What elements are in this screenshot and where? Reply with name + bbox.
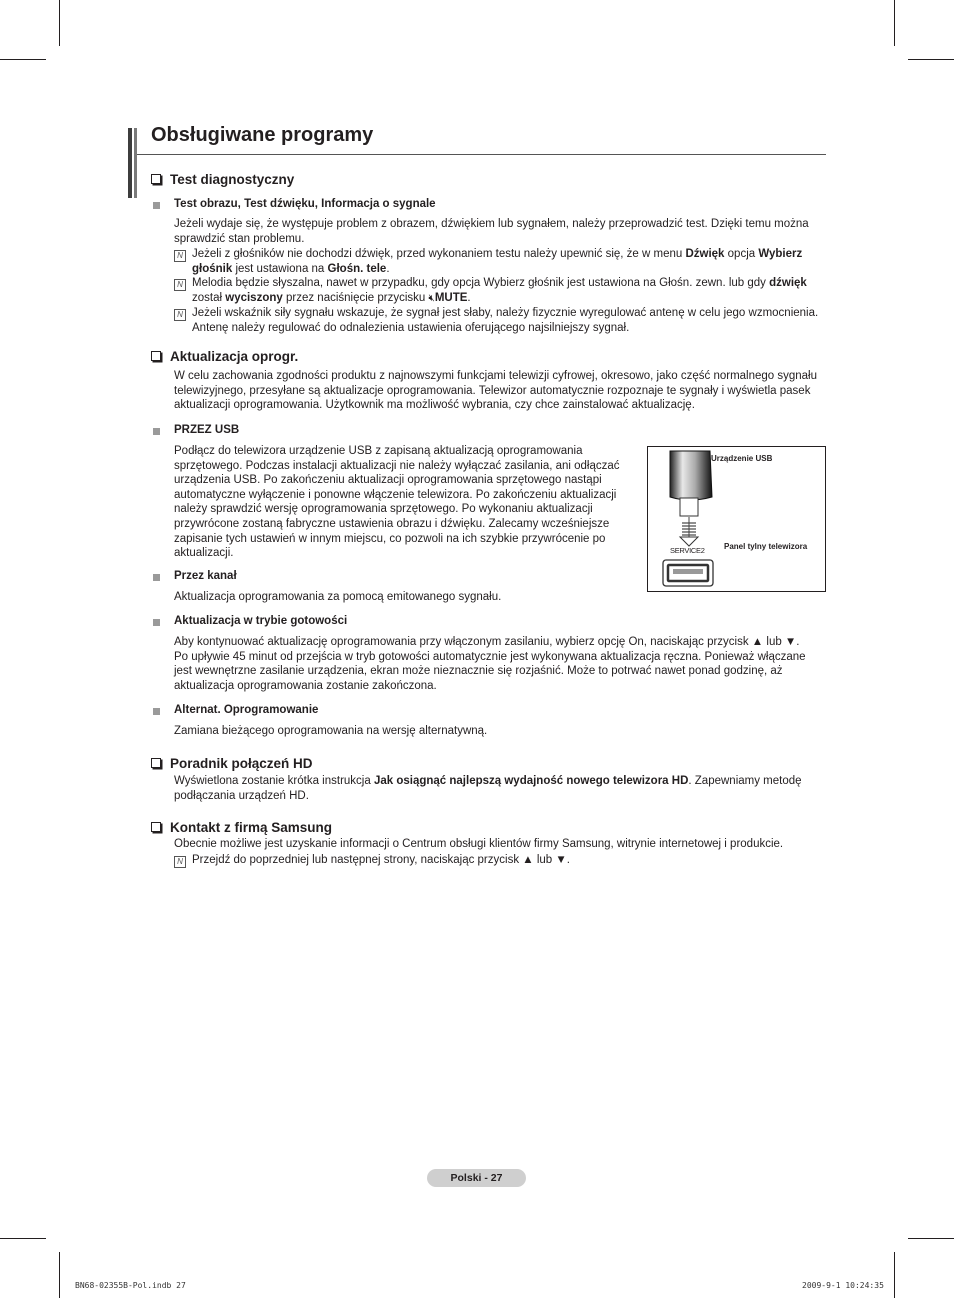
rear-panel-label: Panel tylny telewizora xyxy=(724,542,808,551)
square-bullet-icon xyxy=(153,619,160,626)
sub-heading-channel: Przez kanał xyxy=(174,570,237,582)
section-heading-label: Poradnik połączeń HD xyxy=(170,756,313,771)
text-line: przywrócone zostaną fabryczne ustawienia obrazu i dźwięku. Zalecamy wcześniejsze xyxy=(174,517,610,530)
usb-text xyxy=(174,444,644,561)
square-bullet-icon xyxy=(153,428,160,435)
contact-text: Obecnie możliwe jest uzyskanie informacji o Centrum obsługi klientów firmy Samsung, witrynie internetowej i produkcie. xyxy=(174,838,784,850)
text-line: sprzętowego. Podczas instalacji aktualizacji nie należy wyłączać zasilania, ani odłączać xyxy=(174,459,620,472)
alternate-text: Zamiana bieżącego oprogramowania na wersję alternatywną. xyxy=(174,725,488,737)
test-note-3: Jeżeli wskaźnik siły sygnału wskazuje, że sygnał jest słaby, należy fizycznie wyregulować antenę w celu jego wzmocnienia. Antenę należy regulować do odnalezienia ustawienia oferującego najsilniejszy sygnał. xyxy=(192,307,819,334)
text-line: aktualizacja oprogramowania zostanie zakończona. xyxy=(174,679,437,692)
crop-mark xyxy=(59,1252,60,1298)
usb-illustration xyxy=(648,447,825,591)
title-accent-bar xyxy=(134,128,137,198)
text-line: urządzenia USB. Po zakończeniu aktualizacji oprogramowania sprzętowego nastąpi xyxy=(174,474,602,487)
section-heading-update xyxy=(151,349,298,364)
section-heading-hd xyxy=(151,756,313,771)
text-line: aktualizacji. xyxy=(174,547,234,560)
page-title: Obsługiwane programy xyxy=(151,124,374,146)
sub-heading-alternate: Alternat. Oprogramowanie xyxy=(174,704,319,716)
crop-mark xyxy=(908,59,954,60)
section-heading-label: Aktualizacja oprogr. xyxy=(170,349,299,364)
text-line: zapisanie tych ustawień w innym miejscu, co pozwoli na ich szybkie przywrócenie po xyxy=(174,532,606,545)
crop-mark xyxy=(0,1238,46,1239)
square-bullet-icon xyxy=(153,574,160,581)
service-port-label: SERVICE2 xyxy=(670,546,705,555)
title-accent-bar xyxy=(128,128,132,198)
update-intro: W celu zachowania zgodności produktu z najnowszymi funkcjami telewizji cyfrowej, okresowo, jako część normalnego sygnału telewizyjnego, przesyłane są aktualizacje oprogramowania. Telewizor automatycznie rozpoznaje te sygnały i wyświetla pasek aktualizacji oprogramowania. Użytkownik ma możliwość wybrania, czy chce zainstalować aktualizację. xyxy=(174,370,818,412)
standby-text xyxy=(174,635,834,693)
crop-mark xyxy=(908,1238,954,1239)
page-number-badge: Polski - 27 xyxy=(427,1169,526,1187)
sub-heading-standby: Aktualizacja w trybie gotowości xyxy=(174,615,348,627)
section-heading-contact xyxy=(151,820,332,835)
note-icon: N xyxy=(174,279,186,291)
square-bullet-icon xyxy=(153,202,160,209)
test-note-1: Jeżeli z głośników nie dochodzi dźwięk, przed wykonaniem testu należy upewnić się, że w menu Dźwięk opcja Wybierz głośnik jest ustawiona na Głośn. tele. xyxy=(192,248,803,275)
text-line: Po upływie 45 minut od przejścia w tryb gotowości automatycznie jest wykonywana aktualizacja ręczna. Ponieważ włączane xyxy=(174,650,806,663)
crop-mark xyxy=(894,0,895,46)
checkbox-bullet-icon xyxy=(151,822,161,832)
checkbox-bullet-icon xyxy=(151,758,161,768)
hd-text: Wyświetlona zostanie krótka instrukcja Jak osiągnąć najlepszą wydajność nowego telewizora HD. Zapewniamy metodę podłączania urządzeń HD. xyxy=(174,775,802,802)
text-line: jest wewnętrzne zasilanie urządzenia, ekran może nieznacznie się rozjaśnić. Może to potrwać nawet ponad godzinę, aż xyxy=(174,665,783,678)
square-bullet-icon xyxy=(153,708,160,715)
crop-mark xyxy=(0,59,46,60)
crop-mark xyxy=(59,0,60,46)
checkbox-bullet-icon xyxy=(151,174,161,184)
usb-connector-icon xyxy=(680,498,698,516)
section-heading-label: Test diagnostyczny xyxy=(170,172,295,187)
crop-mark xyxy=(894,1252,895,1298)
contact-note: Przejdź do poprzedniej lub następnej strony, naciskając przycisk ▲ lub ▼. xyxy=(192,854,570,866)
print-date-info: 2009-9-1 10:24:35 xyxy=(802,1281,884,1290)
checkbox-bullet-icon xyxy=(151,351,161,361)
mute-icon: 🔇︎ xyxy=(428,292,435,304)
print-file-info: BN68-02355B-Pol.indb 27 xyxy=(75,1281,186,1290)
text-line: należy sprawdzić wersję oprogramowania sprzętowego. Po wykonaniu aktualizacji xyxy=(174,503,593,516)
test-intro: Jeżeli wydaje się, że występuje problem z obrazem, dźwiękiem lub sygnałem, należy przeprowadzić test. Dzięki temu można sprawdzić stan problemu. xyxy=(174,218,809,245)
usb-device-label: Urządzenie USB xyxy=(711,454,773,463)
test-note-2: Melodia będzie słyszalna, nawet w przypadku, gdy opcja Wybierz głośnik jest ustawiona na Głośn. zewn. lub gdy dźwięk został wyciszony przez naciśnięcie przycisku 🔇︎MUTE. xyxy=(192,277,807,304)
text-line: automatyczne wyłączenie i ponowne włączenie telewizora. Po zakończeniu aktualizacji xyxy=(174,488,617,501)
note-icon: N xyxy=(174,309,186,321)
note-icon: N xyxy=(174,856,186,868)
text-line: Podłącz do telewizora urządzenie USB z zapisaną aktualizacją oprogramowania xyxy=(174,445,583,457)
channel-text: Aktualizacja oprogramowania za pomocą emitowanego sygnału. xyxy=(174,591,502,603)
text-line: Aby kontynuować aktualizację oprogramowania przy włączonym zasilaniu, wybierz opcję On, naciskając przycisk ▲ lub ▼. xyxy=(174,636,800,648)
usb-figure xyxy=(647,446,826,592)
sub-heading-usb: PRZEZ USB xyxy=(174,424,240,436)
note-icon: N xyxy=(174,250,186,262)
usb-stick-body-icon xyxy=(670,451,712,500)
section-heading-test xyxy=(151,172,294,187)
section-heading-label: Kontakt z firmą Samsung xyxy=(170,820,333,835)
title-divider xyxy=(137,154,826,155)
sub-heading-test: Test obrazu, Test dźwięku, Informacja o sygnale xyxy=(174,198,436,210)
arrow-down-icon xyxy=(680,537,698,546)
